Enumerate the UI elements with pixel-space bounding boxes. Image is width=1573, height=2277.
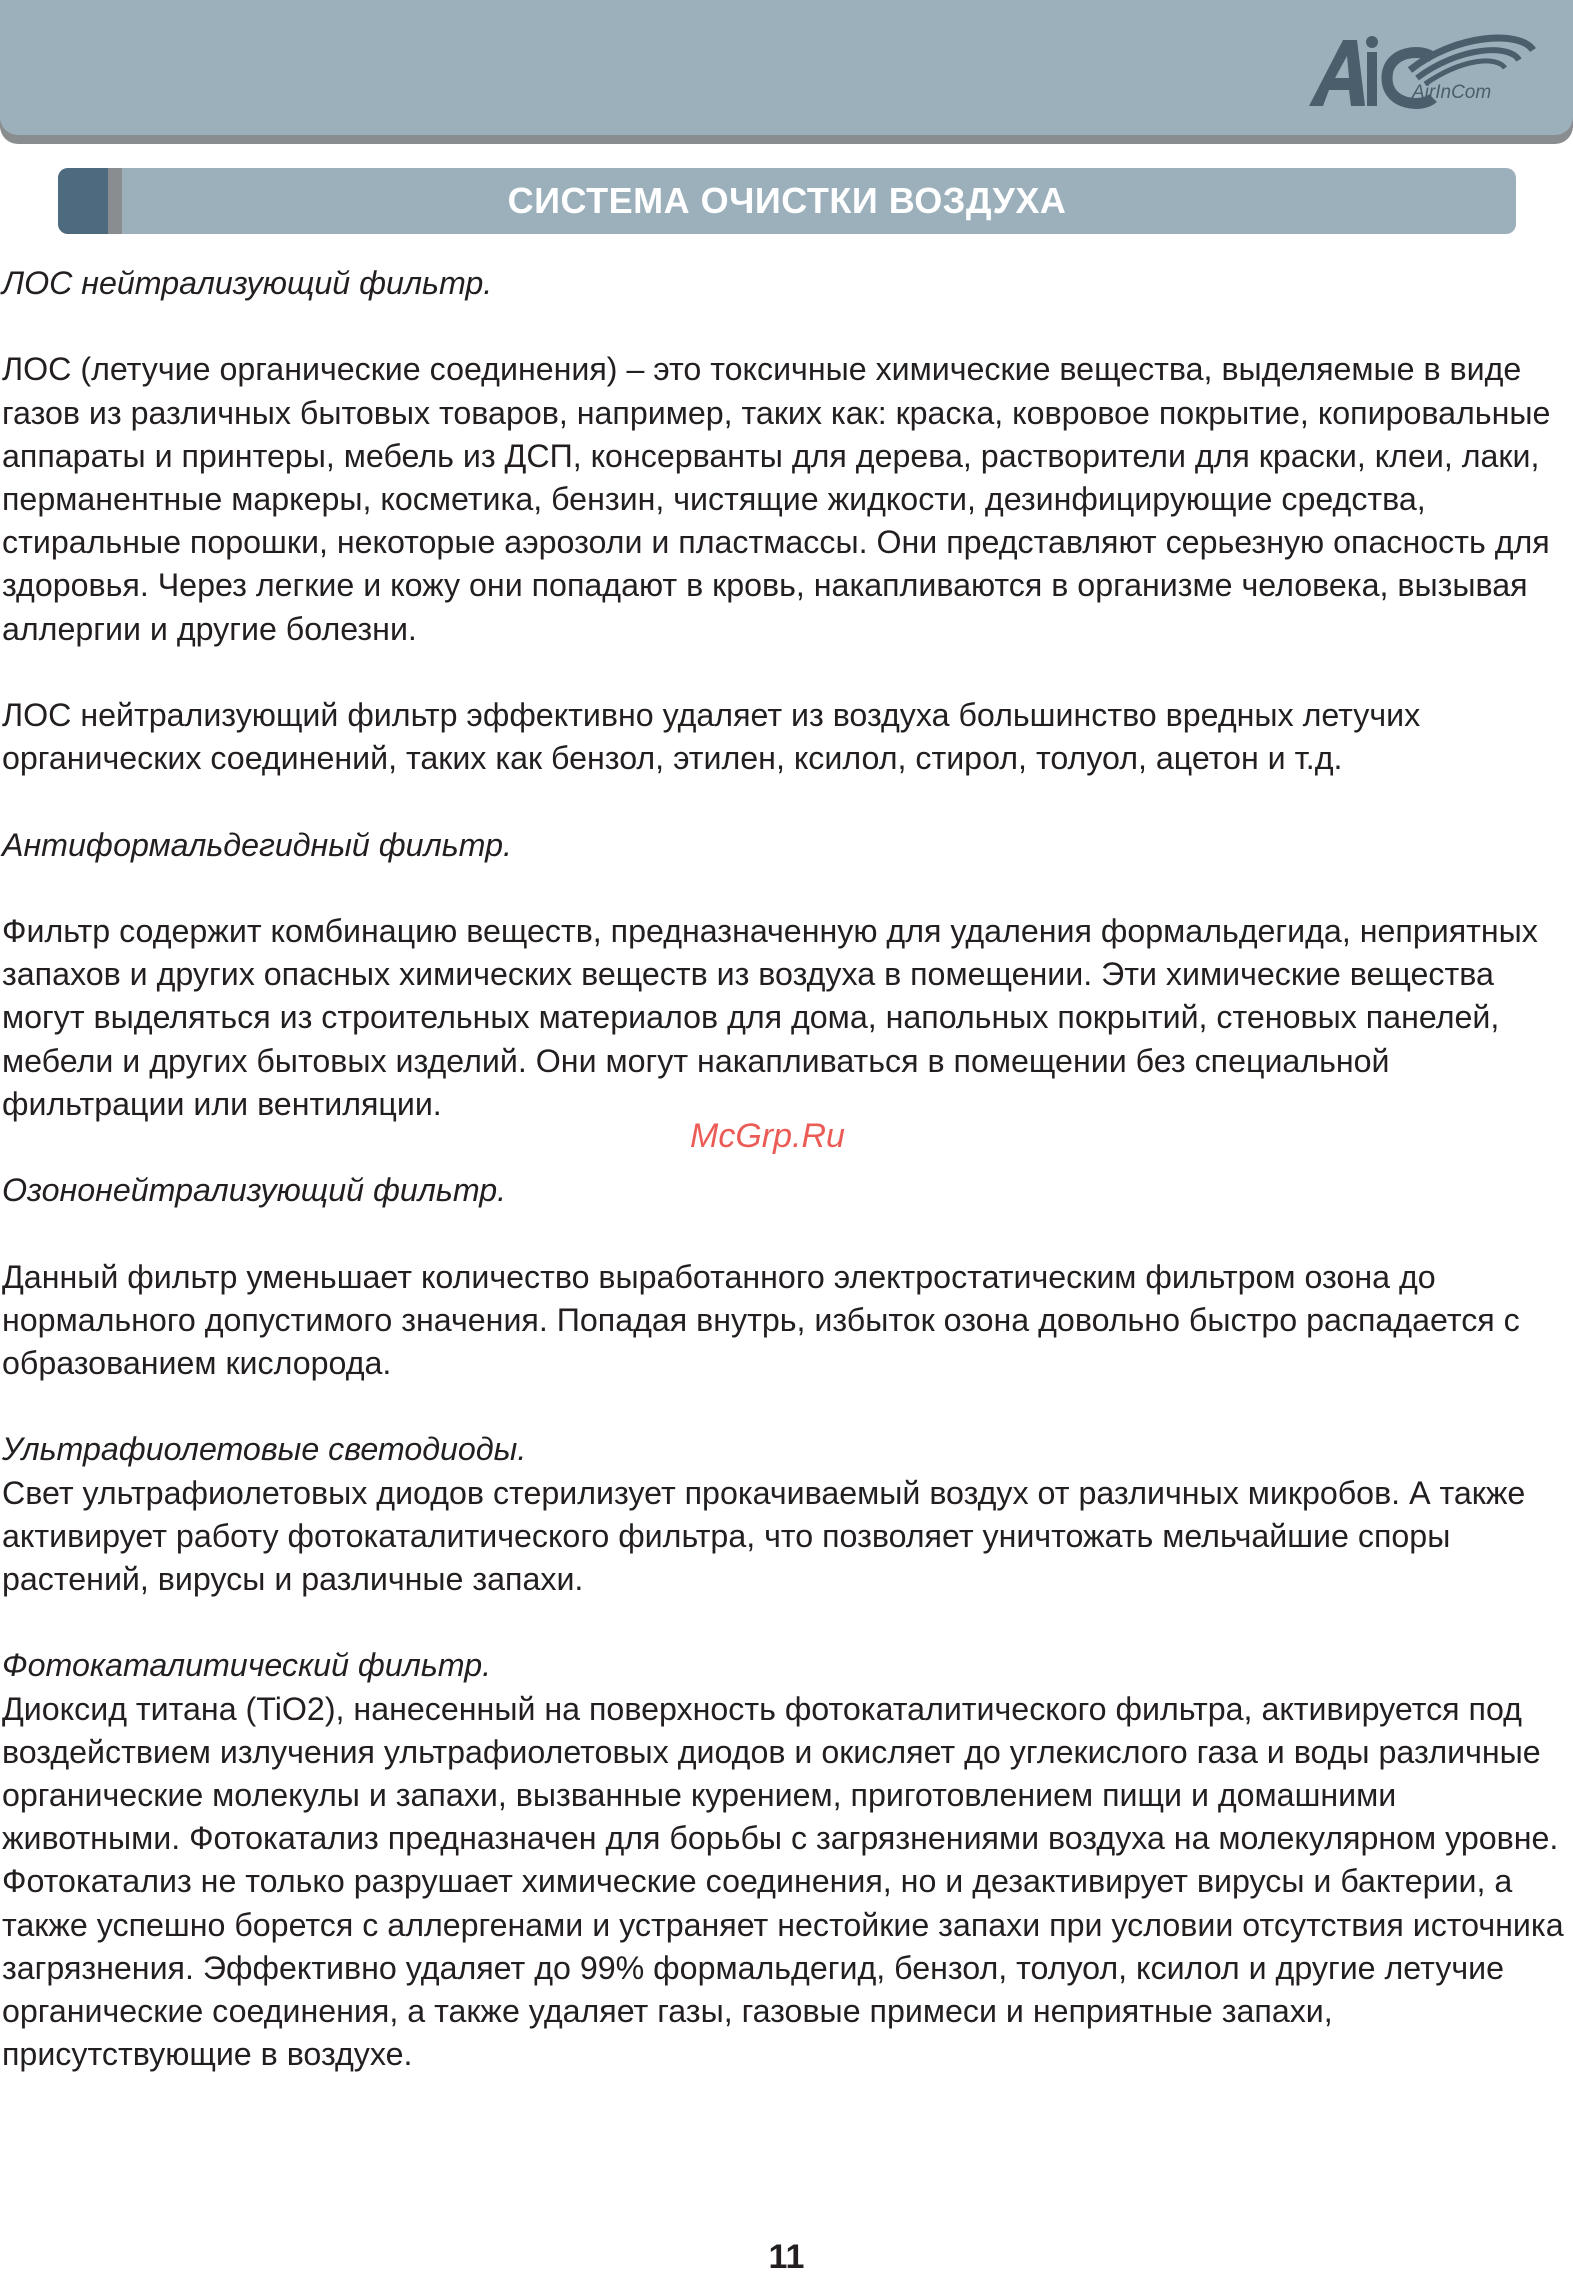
anti-formaldehyde-paragraph: Фильтр содержит комбинацию веществ, предназначенную для удаления формальдегида, неприятных запахов и других опасных химических веществ из воздуха в помещении. Эти химические вещества могут выделяться из строительных материалов для дома, напольных покрытий, стеновых панелей, мебели и других бытовых изделий. Они могут накапливаться в помещении без специальной фильтрации или вентиляции. bbox=[2, 912, 1538, 1122]
ozone-filter-heading: Озононейтрализующий фильтр. bbox=[2, 1172, 507, 1209]
watermark: McGrp.Ru bbox=[690, 1117, 845, 1155]
anti-formaldehyde-heading: Антиформальдегидный фильтр. bbox=[2, 826, 512, 863]
ozone-filter-paragraph: Данный фильтр уменьшает количество выработанного электростатическим фильтром озона до нормального допустимого значения. Попадая внутрь, избыток озона довольно быстро распадается с образованием кислорода. bbox=[2, 1258, 1520, 1381]
photocatalytic-paragraph: Диоксид титана (TiO2), нанесенный на поверхность фотокаталитического фильтра, активируется под воздействием излучения ультрафиолетовых диодов и окисляет до углекислого газа и воды различные органические молекулы и запахи, вызванные курением, приготовлением пищи и домашними животными. Фотокатализ предназначен для борьбы с загрязнениями воздуха на молекулярном уровне. Фотокатализ не только разрушает химические соединения, но и дезактивирует вирусы и бактерии, а также успешно борется с аллергенами и устраняет нестойкие запахи при условии отсутствия источника загрязнения. Эффективно удаляет до 99% формальдегид, бензол, толуол, ксилол и другие летучие органические соединения, а также удаляет газы, газовые примеси и неприятные запахи, присутствующие в воздухе. bbox=[2, 1690, 1564, 2073]
uv-led-paragraph: Свет ультрафиолетовых диодов стерилизует прокачиваемый воздух от различных микробов. А также активирует работу фотокаталитического фильтра, что позволяет уничтожать мельчайшие споры растений, вирусы и различные запахи. bbox=[2, 1474, 1526, 1597]
page-title: СИСТЕМА ОЧИСТКИ ВОЗДУХА bbox=[507, 180, 1067, 221]
page-number: 11 bbox=[768, 2238, 805, 2276]
document-body bbox=[2, 262, 1570, 2076]
logo-text: AirInCom bbox=[1412, 82, 1492, 103]
voc-filter-paragraph: ЛОС нейтрализующий фильтр эффективно удаляет из воздуха большинство вредных летучих органических соединений, таких как бензол, этилен, ксилол, стирол, толуол, ацетон и т.д. bbox=[2, 697, 1421, 777]
uv-led-heading: Ультрафиолетовые светодиоды. bbox=[2, 1431, 527, 1468]
photocatalytic-heading: Фотокаталитический фильтр. bbox=[2, 1647, 492, 1684]
voc-filter-paragraph: ЛОС (летучие органические соединения) – это токсичные химические вещества, выделяемые в виде газов из различных бытовых товаров, например, таких как: краска, ковровое покрытие, копировальные аппараты и принтеры, мебель из ДСП, консерванты для дерева, растворители для краски, клеи, лаки, перманентные маркеры, косметика, бензин, чистящие жидкости, дезинфицирующие средства, стиральные порошки, некоторые аэрозоли и пластмассы. Они представляют серьезную опасность для здоровья. Через легкие и кожу они попадают в кровь, накапливаются в организме человека, вызывая аллергии и другие болезни. bbox=[2, 351, 1551, 647]
voc-filter-heading: ЛОС нейтрализующий фильтр. bbox=[2, 265, 493, 301]
section-title-bar bbox=[58, 168, 1516, 234]
